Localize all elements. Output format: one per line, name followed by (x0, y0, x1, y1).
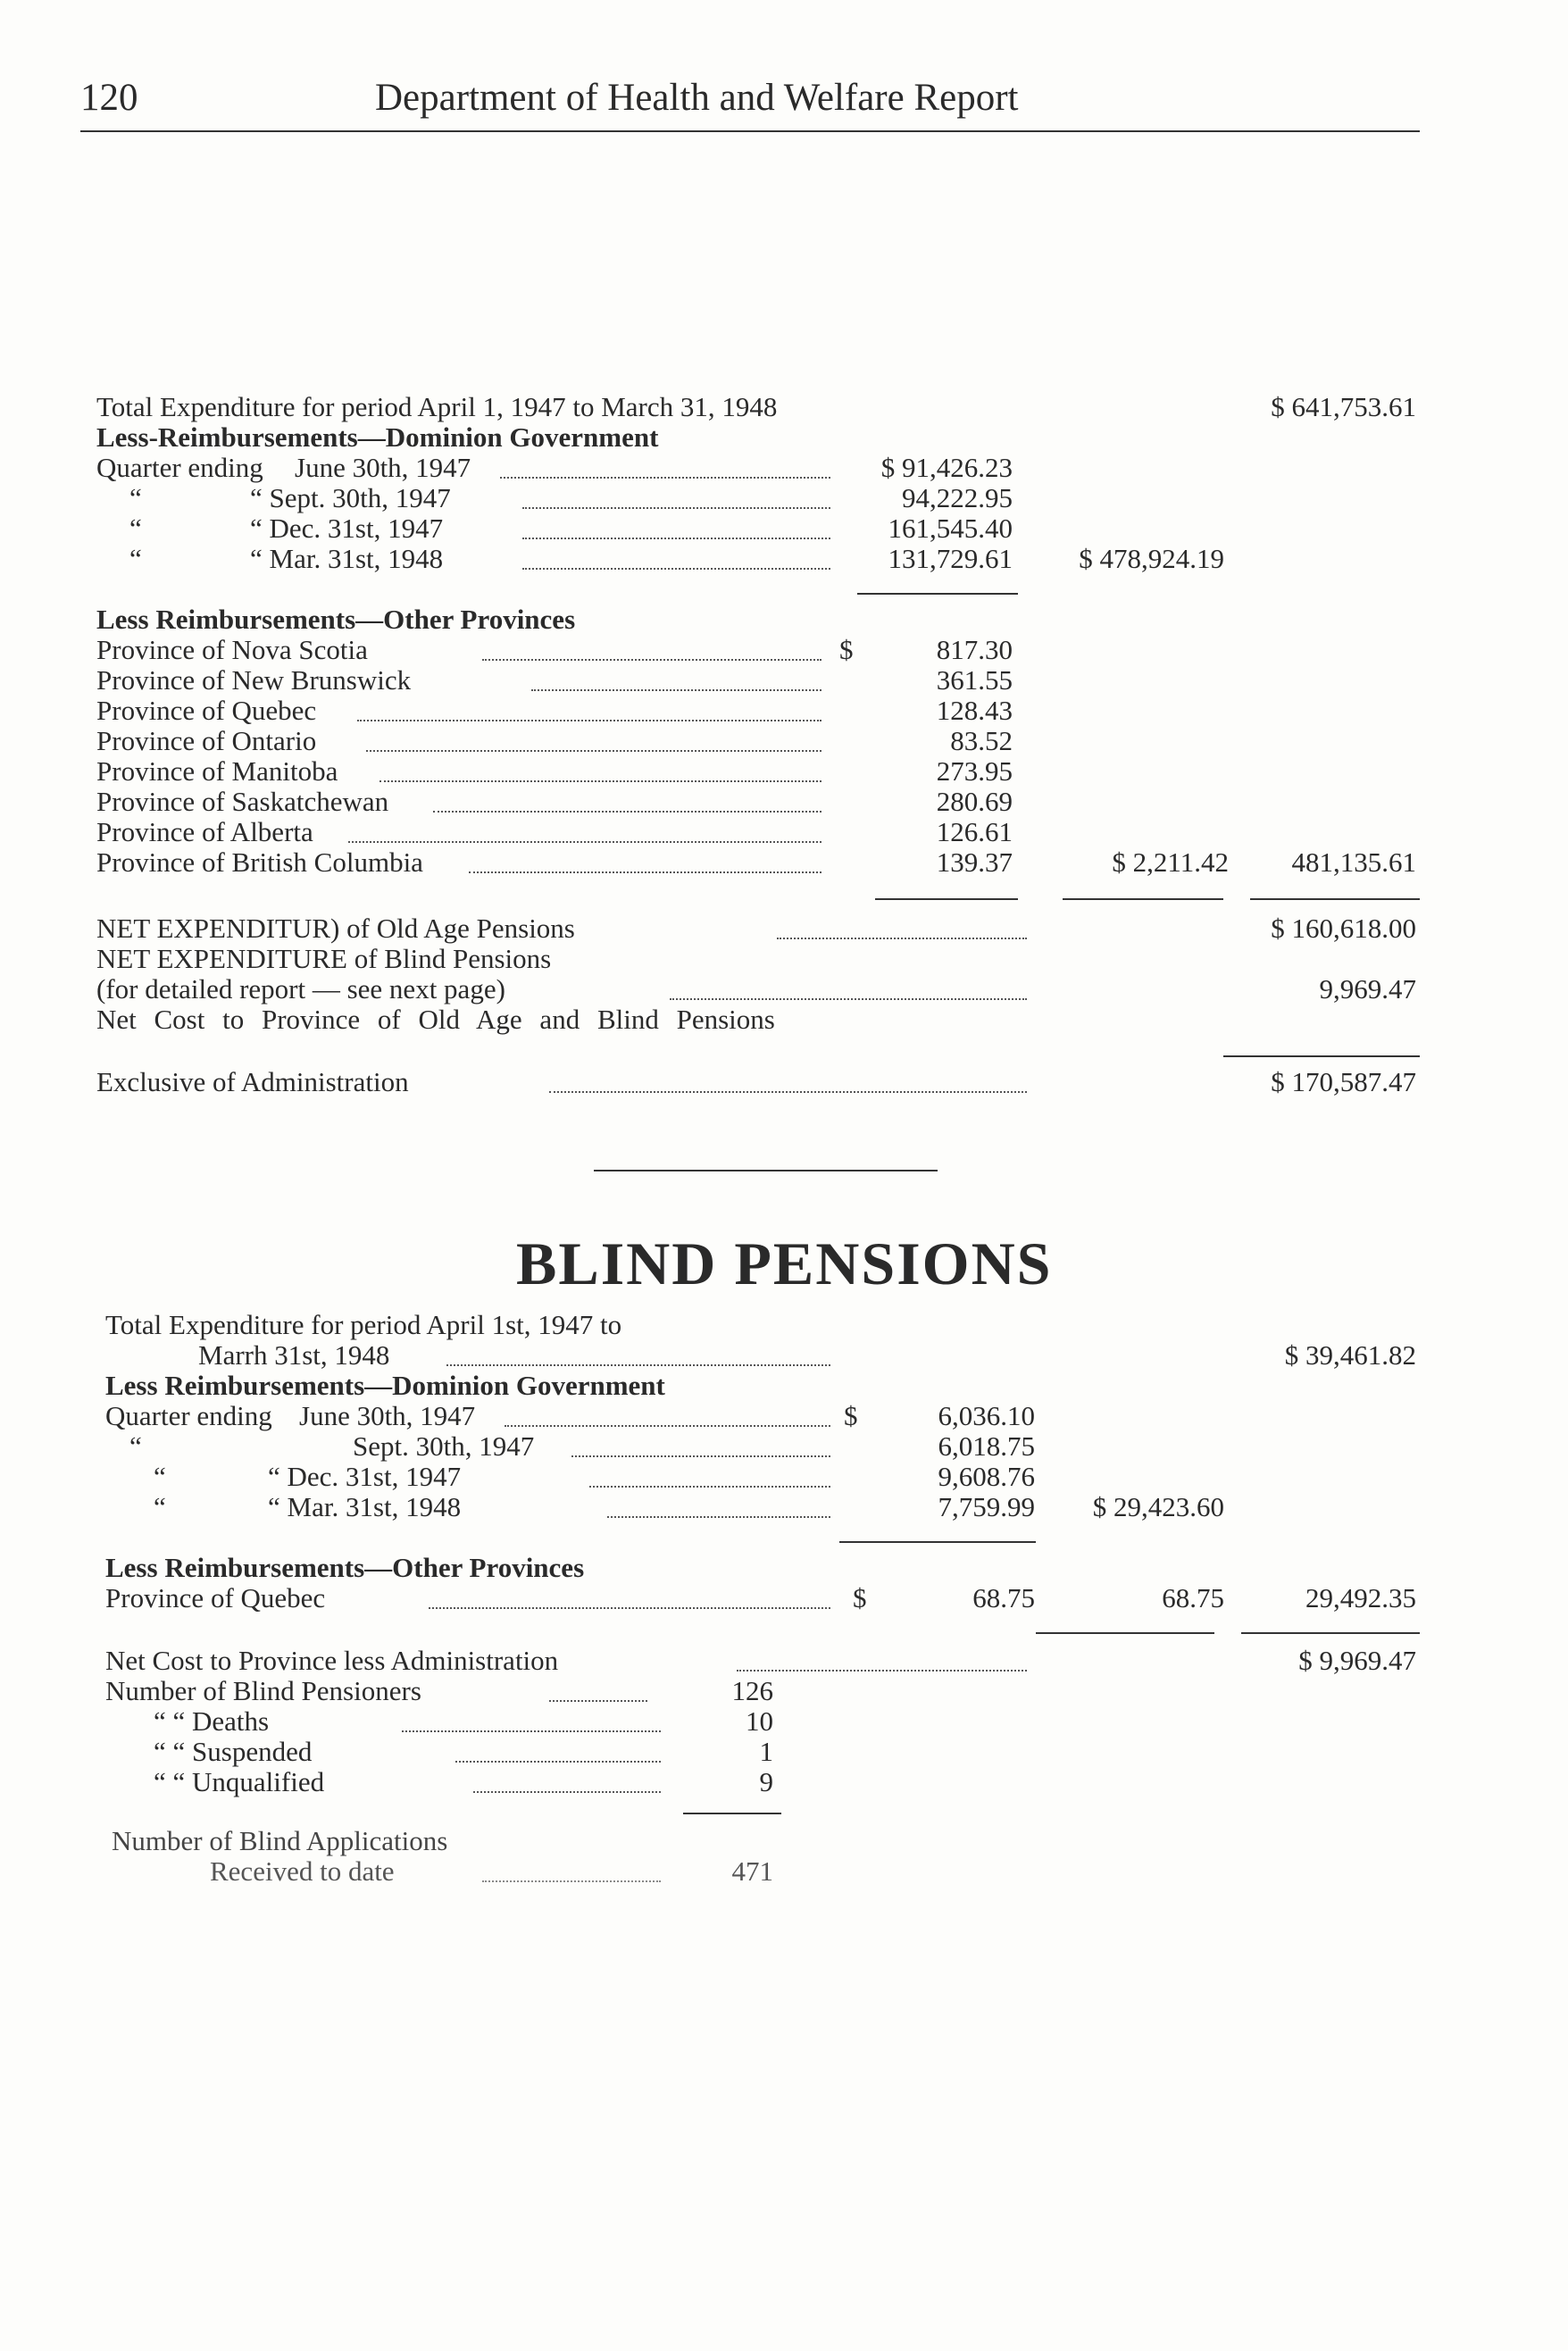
subtotal-rule (1036, 1632, 1214, 1634)
blind-quarter-date: Sept. 30th, 1947 (353, 1430, 535, 1462)
leader-dots (589, 1486, 830, 1488)
page-number: 120 (80, 77, 138, 119)
blind-quarter-dollar: $ (844, 1400, 858, 1431)
leader-dots (482, 1880, 661, 1882)
province-dollar: $ (839, 634, 854, 665)
leader-dots (737, 1670, 1027, 1672)
leader-dots (522, 538, 830, 539)
leader-dots (366, 750, 822, 752)
leader-dots (429, 1607, 830, 1609)
oap-quarter-value: 161,545.40 (888, 513, 1013, 544)
blind-quarter-prefix: “ (154, 1491, 166, 1522)
blind-quarter-value: 6,036.10 (938, 1400, 1035, 1431)
subtotal-rule (875, 898, 1018, 900)
blind-total-label: Total Expenditure for period April 1st, 1947 to (105, 1309, 622, 1340)
leader-dots (549, 1700, 647, 1702)
pensioner-count-value: 9 (759, 1766, 773, 1797)
blind-quarter-value: 6,018.75 (938, 1430, 1035, 1462)
oap-quarter-date: “ Mar. 31st, 1948 (250, 543, 444, 574)
province-name: Province of Saskatchewan (96, 786, 389, 817)
leader-dots (500, 477, 830, 479)
oap-quarter-date: “ Sept. 30th, 1947 (250, 482, 451, 513)
province-name: Province of Ontario (96, 725, 317, 756)
oap-net-value: $ 160,618.00 (1271, 913, 1416, 944)
leader-dots (348, 841, 822, 843)
oap-quarter-date: “ Dec. 31st, 1947 (250, 513, 444, 544)
pensioner-count-label: “ “ Suspended (154, 1736, 313, 1767)
province-name: Province of Alberta (96, 816, 313, 847)
leader-dots (531, 689, 822, 691)
leader-dots (402, 1730, 661, 1732)
leader-dots (571, 1455, 830, 1457)
subtotal-rule (1241, 1632, 1420, 1634)
oap-net-cost-label: Net Cost to Province of Old Age and Blind Pensions (96, 1004, 775, 1035)
oap-exclusive-value: $ 170,587.47 (1271, 1066, 1416, 1097)
subtotal-rule (1063, 898, 1223, 900)
province-name: Province of Quebec (96, 695, 317, 726)
blind-dominion-heading: Less Reimbursements—Dominion Government (105, 1370, 665, 1401)
oap-net-label: NET EXPENDITUR) of Old Age Pensions (96, 913, 575, 944)
oap-quarter-prefix: “ (129, 543, 142, 574)
blind-quebec-label: Province of Quebec (105, 1582, 326, 1613)
leader-dots (433, 811, 822, 813)
header-rule (80, 130, 1420, 132)
leader-dots (522, 568, 830, 570)
pensioner-count-value: 1 (759, 1736, 773, 1767)
province-name: Province of Manitoba (96, 755, 338, 787)
leader-dots (379, 780, 822, 782)
pensioner-count-label: “ “ Unqualified (154, 1766, 325, 1797)
section-heading: BLIND PENSIONS (516, 1230, 1053, 1297)
blind-quebec-total: 68.75 (1162, 1582, 1224, 1613)
oap-provinces-heading: Less Reimbursements—Other Provinces (96, 604, 576, 635)
subtotal-rule (683, 1813, 781, 1814)
blind-applications-label: Number of Blind Applications (112, 1825, 448, 1856)
oap-net-blind-label: NET EXPENDITURE of Blind Pensions (96, 943, 552, 974)
blind-provinces-heading: Less Reimbursements—Other Provinces (105, 1552, 585, 1583)
blind-quarter-prefix: Quarter ending (105, 1400, 272, 1431)
blind-total-value: $ 39,461.82 (1284, 1339, 1416, 1371)
province-value: 126.61 (936, 816, 1013, 847)
oap-dominion-heading: Less-Reimbursements—Dominion Government (96, 421, 659, 453)
leader-dots (777, 938, 1027, 939)
oap-quarter-prefix: “ (129, 482, 142, 513)
oap-total-value: $ 641,753.61 (1271, 391, 1416, 422)
province-value: 139.37 (936, 846, 1013, 878)
oap-net-blind-value: 9,969.47 (1319, 973, 1416, 1005)
leader-dots (455, 1761, 661, 1763)
oap-total-label: Total Expenditure for period April 1, 1947 to March 31, 1948 (96, 391, 778, 422)
blind-less-total: 29,492.35 (1305, 1582, 1416, 1613)
oap-less-total: 481,135.61 (1291, 846, 1416, 878)
oap-quarter-value: $ 91,426.23 (880, 452, 1013, 483)
leader-dots (482, 659, 822, 661)
province-value: 817.30 (936, 634, 1013, 665)
subtotal-rule (1250, 898, 1420, 900)
oap-quarter-date: June 30th, 1947 (295, 452, 471, 483)
oap-quarter-value: 94,222.95 (902, 482, 1013, 513)
pensioner-count-label: “ “ Deaths (154, 1705, 270, 1737)
blind-applications-sublabel: Received to date (210, 1855, 395, 1887)
blind-quebec-dollar: $ (853, 1582, 867, 1613)
oap-exclusive-label: Exclusive of Administration (96, 1066, 409, 1097)
province-name: Province of British Columbia (96, 846, 423, 878)
section-divider (594, 1170, 938, 1171)
oap-quarter-value: 131,729.61 (888, 543, 1013, 574)
oap-quarter-prefix: Quarter ending (96, 452, 263, 483)
oap-quarter-prefix: “ (129, 513, 142, 544)
province-value: 128.43 (936, 695, 1013, 726)
pensioner-count-value: 10 (746, 1705, 773, 1737)
province-name: Province of New Brunswick (96, 664, 412, 696)
subtotal-rule (839, 1541, 1036, 1543)
oap-net-blind-sublabel: (for detailed report — see next page) (96, 973, 505, 1005)
leader-dots (473, 1791, 661, 1793)
blind-net-cost-label: Net Cost to Province less Administration (105, 1645, 559, 1676)
leader-dots (357, 720, 822, 721)
province-value: 280.69 (936, 786, 1013, 817)
blind-applications-value: 471 (731, 1855, 773, 1887)
blind-quarter-value: 7,759.99 (938, 1491, 1035, 1522)
blind-quarter-prefix: “ (129, 1430, 142, 1462)
leader-dots (505, 1425, 830, 1427)
leader-dots (607, 1516, 830, 1518)
leader-dots (522, 507, 830, 509)
leader-dots (469, 871, 822, 873)
blind-quarter-date: June 30th, 1947 (299, 1400, 476, 1431)
blind-quarter-date: “ Mar. 31st, 1948 (268, 1491, 462, 1522)
subtotal-rule (857, 593, 1018, 595)
leader-dots (670, 998, 1027, 1000)
blind-dominion-total: $ 29,423.60 (1092, 1491, 1224, 1522)
province-value: 83.52 (950, 725, 1013, 756)
province-value: 273.95 (936, 755, 1013, 787)
pensioner-count-value: 126 (731, 1675, 773, 1706)
running-title: Department of Health and Welfare Report (375, 77, 1019, 119)
blind-quarter-date: “ Dec. 31st, 1947 (268, 1461, 462, 1492)
blind-quebec-value: 68.75 (972, 1582, 1035, 1613)
oap-dominion-total: $ 478,924.19 (1079, 543, 1224, 574)
blind-total-label-2: Marrh 31st, 1948 (198, 1339, 390, 1371)
total-rule (1223, 1055, 1420, 1057)
oap-provinces-total: $ 2,211.42 (1112, 846, 1229, 878)
pensioner-count-label: Number of Blind Pensioners (105, 1675, 421, 1706)
blind-quarter-value: 9,608.76 (938, 1461, 1035, 1492)
province-name: Province of Nova Scotia (96, 634, 368, 665)
province-value: 361.55 (936, 664, 1013, 696)
blind-quarter-prefix: “ (154, 1461, 166, 1492)
leader-dots (549, 1091, 1027, 1093)
blind-net-cost-value: $ 9,969.47 (1298, 1645, 1416, 1676)
leader-dots (446, 1364, 830, 1366)
